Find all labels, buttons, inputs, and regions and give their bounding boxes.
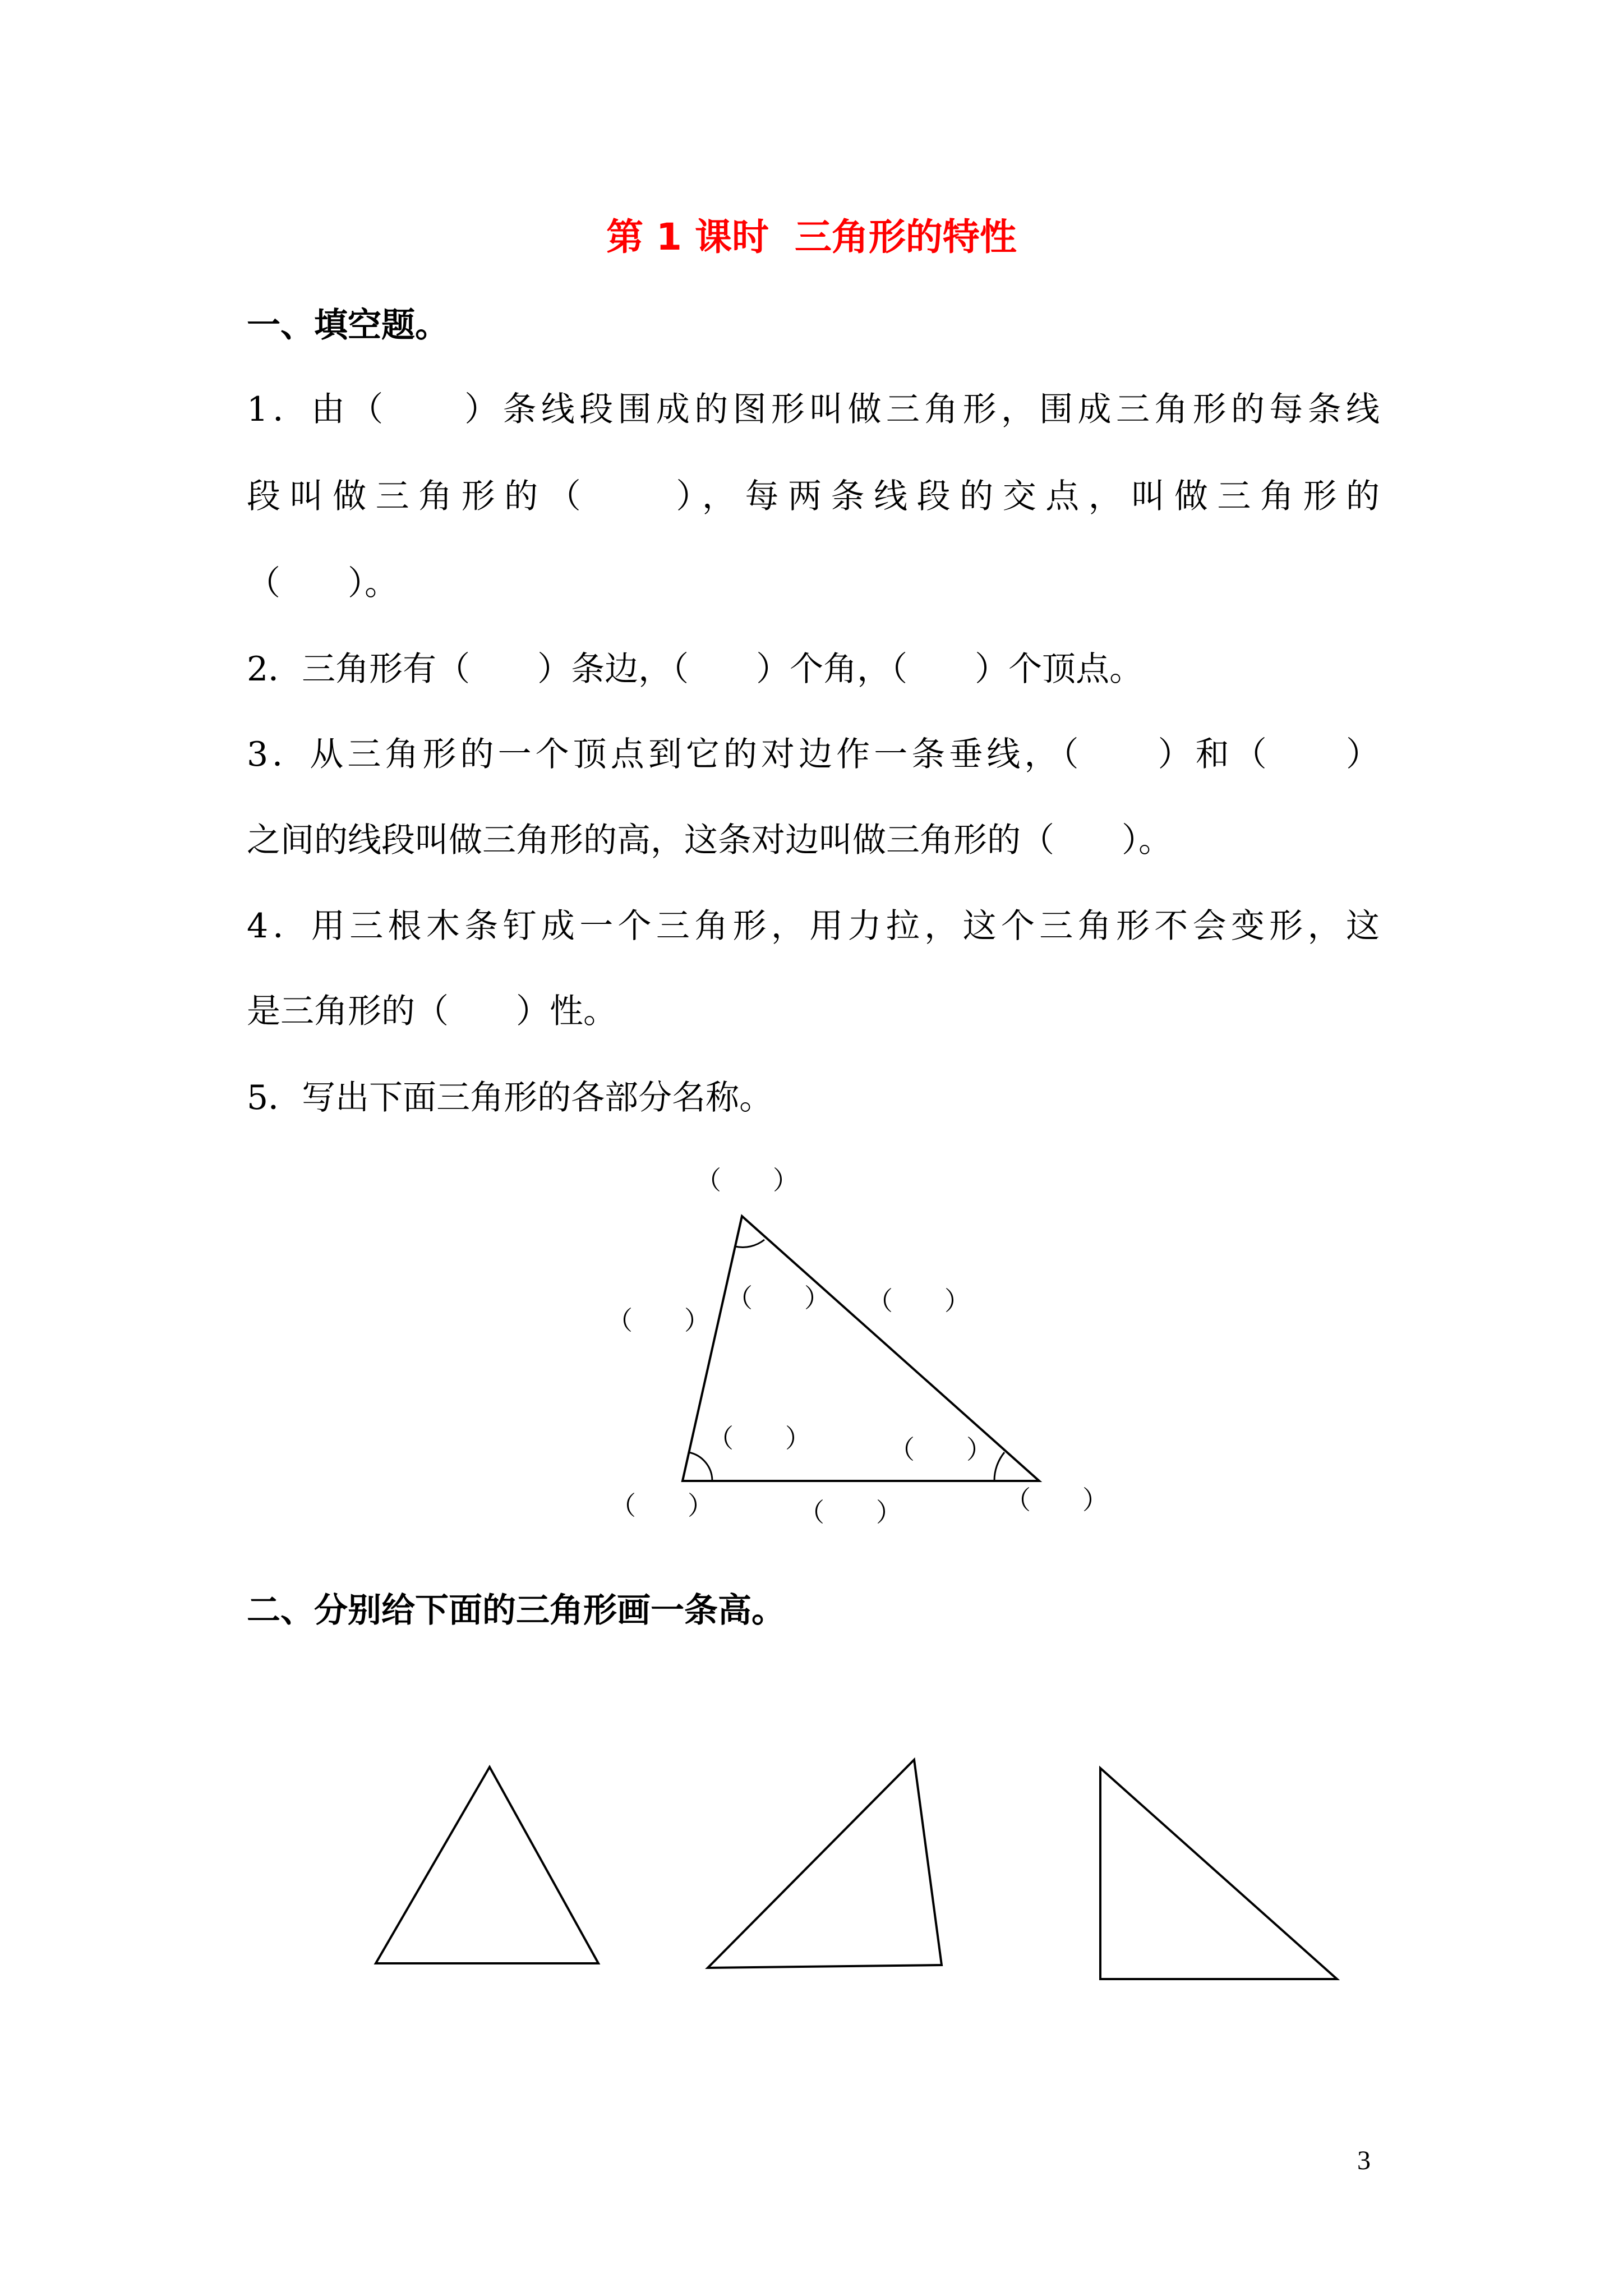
question-1-line-1: 1．由（ ）条线段围成的图形叫做三角形，围成三角形的每条线 xyxy=(247,390,1380,429)
question-2: 2．三角形有（ ）条边，（ ）个角，（ ）个顶点。 xyxy=(247,650,1144,689)
question-1-line-3: （ ）。 xyxy=(247,564,398,603)
label-bottom-side: （ ） xyxy=(799,1497,902,1527)
question-4-line-2: 是三角形的（ ）性。 xyxy=(247,992,617,1031)
page-number: 3 xyxy=(1357,2146,1371,2175)
page-title: 第 1 课时 三角形的特性 xyxy=(606,215,1017,259)
label-left-side: （ ） xyxy=(607,1305,710,1336)
section-heading-draw-heights: 二、分别给下面的三角形画一条高。 xyxy=(247,1591,785,1630)
question-3-line-1: 3．从三角形的一个顶点到它的对边作一条垂线，（ ）和（ ） xyxy=(247,735,1380,774)
question-1-line-2: 段叫做三角形的（ ），每两条线段的交点，叫做三角形的 xyxy=(247,477,1380,516)
label-right-side: （ ） xyxy=(867,1286,970,1316)
right-triangle xyxy=(1100,1768,1337,1979)
acute-triangle xyxy=(376,1767,598,1963)
label-right-vertex: （ ） xyxy=(1005,1485,1108,1515)
obtuse-triangle xyxy=(708,1760,942,1968)
section-heading-fill-blanks: 一、填空题。 xyxy=(247,306,449,345)
question-5: 5．写出下面三角形的各部分名称。 xyxy=(247,1078,773,1117)
question-4-line-1: 4．用三根木条钉成一个三角形，用力拉，这个三角形不会变形，这 xyxy=(247,907,1380,946)
label-left-angle: （ ） xyxy=(708,1423,811,1453)
label-right-angle: （ ） xyxy=(889,1434,992,1465)
label-top-vertex: （ ） xyxy=(695,1165,799,1195)
question-3-line-2: 之间的线段叫做三角形的高，这条对边叫做三角形的（ ）。 xyxy=(247,821,1172,860)
label-top-angle: （ ） xyxy=(727,1283,830,1313)
label-left-vertex: （ ） xyxy=(610,1490,713,1521)
